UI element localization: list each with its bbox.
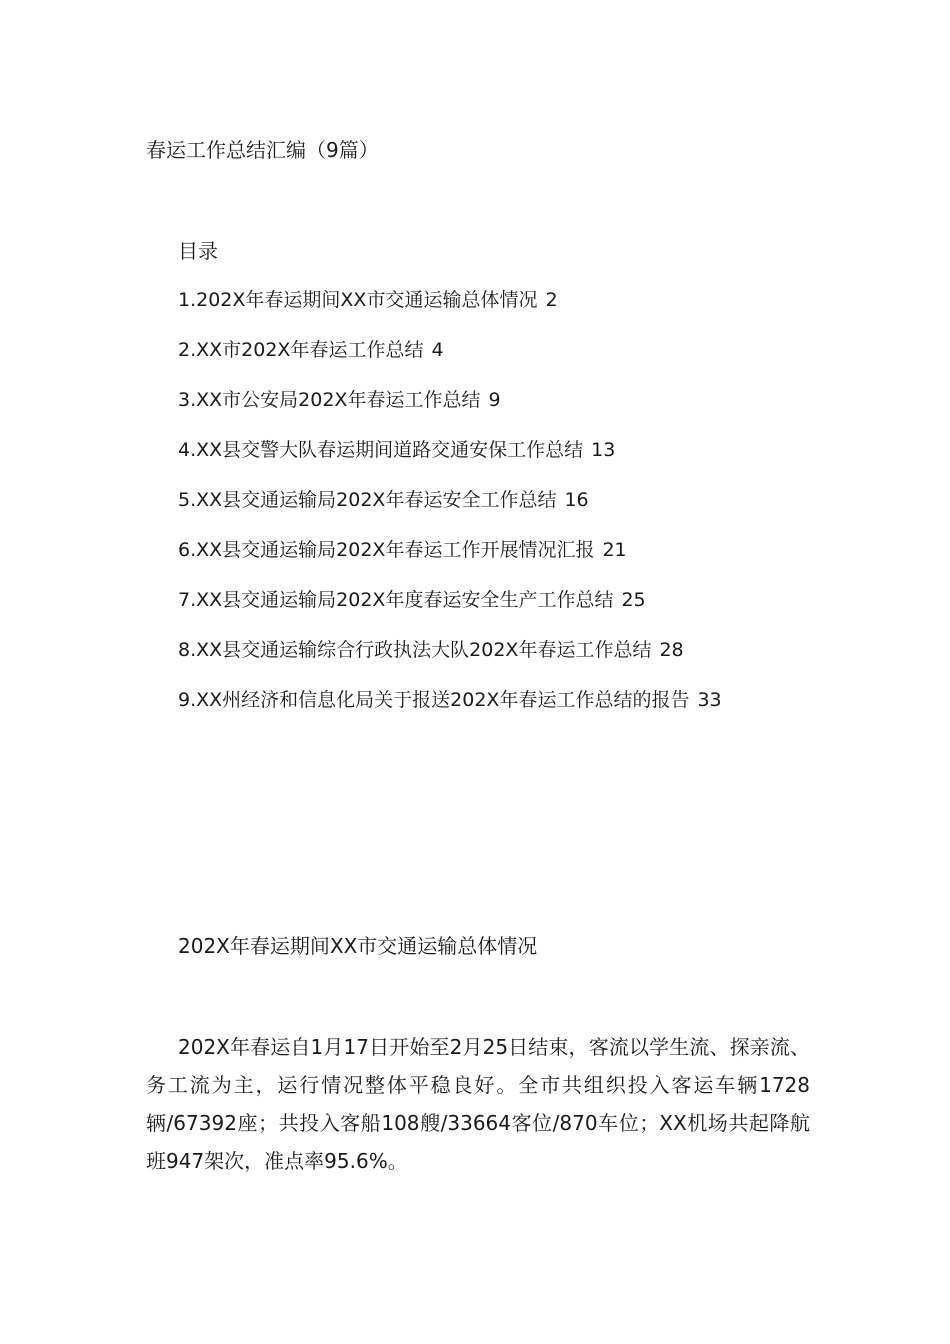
toc-item-label: 8.XX县交通运输综合行政执法大队202X年春运工作总结	[178, 639, 652, 661]
toc-item-page: 25	[621, 589, 646, 611]
toc-item-page: 33	[697, 689, 722, 711]
toc-heading: 目录	[178, 239, 218, 263]
toc-item-label: 7.XX县交通运输局202X年度春运安全生产工作总结	[178, 589, 614, 611]
toc-item-label: 4.XX县交警大队春运期间道路交通安保工作总结	[178, 439, 584, 461]
toc-item-page: 28	[659, 639, 684, 661]
toc-item[interactable]	[178, 685, 722, 735]
toc-item[interactable]	[178, 435, 722, 485]
toc-item-label: 2.XX市202X年春运工作总结	[178, 339, 424, 361]
toc-item-label: 5.XX县交通运输局202X年春运安全工作总结	[178, 489, 557, 511]
section-title: 202X年春运期间XX市交通运输总体情况	[178, 934, 538, 958]
toc-item[interactable]	[178, 285, 722, 335]
toc-item[interactable]	[178, 585, 722, 635]
toc-item-label: 1.202X年春运期间XX市交通运输总体情况	[178, 289, 538, 311]
body-paragraph: 202X年春运自1月17日开始至2月25日结束，客流以学生流、探亲流、务工流为主，运行情况整体平稳良好。全市共组织投入客运车辆1728辆/67392座；共投入客船108艘/33664客位/870车位；XX机场共起降航班947架次，准点率95.6%。	[146, 1035, 810, 1173]
toc-item[interactable]	[178, 485, 722, 535]
toc-item[interactable]	[178, 635, 722, 685]
toc-item-label: 9.XX州经济和信息化局关于报送202X年春运工作总结的报告	[178, 689, 690, 711]
toc-item[interactable]	[178, 385, 722, 435]
toc-item-label: 6.XX县交通运输局202X年春运工作开展情况汇报	[178, 539, 595, 561]
toc-item-label: 3.XX市公安局202X年春运工作总结	[178, 389, 481, 411]
toc-item-page: 16	[564, 489, 589, 511]
toc-item[interactable]	[178, 535, 722, 585]
table-of-contents	[178, 285, 722, 735]
toc-item-page: 9	[488, 389, 501, 411]
toc-item-page: 4	[431, 339, 444, 361]
toc-item[interactable]	[178, 335, 722, 385]
toc-item-page: 21	[602, 539, 627, 561]
toc-item-page: 13	[591, 439, 616, 461]
document-title: 春运工作总结汇编（9篇）	[146, 138, 379, 162]
toc-item-page: 2	[545, 289, 558, 311]
